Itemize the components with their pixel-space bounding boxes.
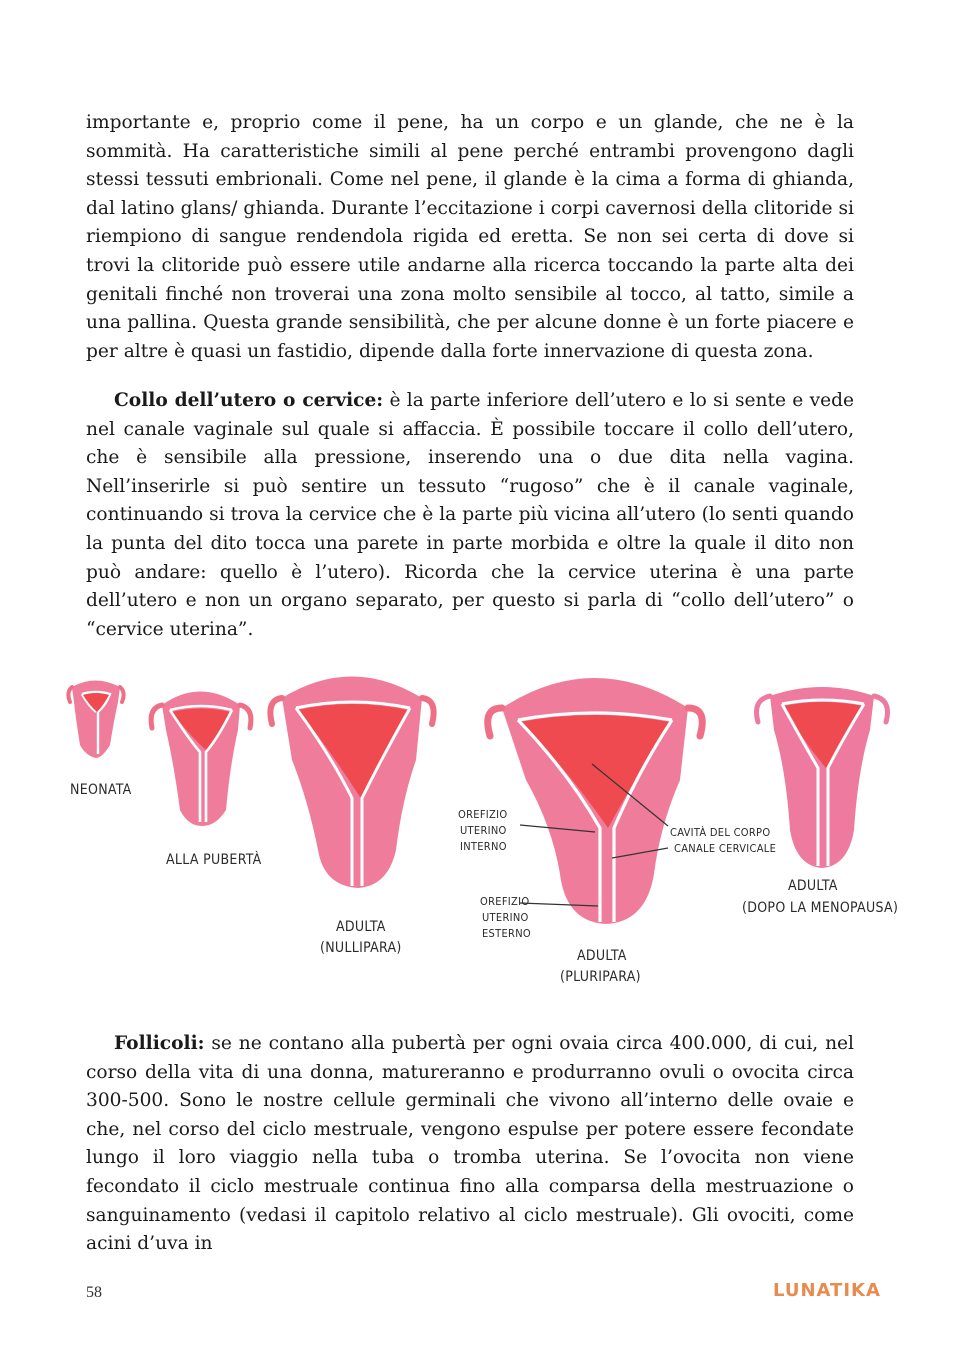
label-puberta: ALLA PUBERTÀ: [166, 852, 262, 868]
label-neonata: NEONATA: [70, 782, 132, 798]
label-pluripara-line2: (PLURIPARA): [560, 969, 641, 985]
label-orefizio-interno-line2: UTERINO: [460, 824, 507, 837]
paragraph-text: importante e, proprio come il pene, ha un corpo e un glande, che ne è la sommità. Ha caratteristiche simili al pene perché entrambi provengono dagli stessi tessuti embrionali. Come nel pene, il glande è la cima a forma di ghianda, dal latino glans/ ghianda. Durante l’eccitazione i corpi cavernosi della clitoride si riempiono di sangue rendendola rigida ed eretta. Se non sei certa di dove si trovi la clitoride può essere utile andarne alla ricerca toccando la parte alta dei genitali finché non troverai una zona molto sensibile al tocco, al tatto, simile a una pallina. Questa grande sensibilità, che per alcune donne è un forte piacere e per altre è quasi un fastidio, dipende dalla forte innervazione di questa zona.: [86, 112, 854, 362]
label-nullipara-line1: ADULTA: [336, 919, 386, 935]
paragraph-text: se ne contano alla pubertà per ogni ovaia circa 400.000, di cui, nel corso della vita di una donna, matureranno e produrranno ovuli o ovocita circa 300-500. Sono le nostre cellule germinali che vivono all’interno delle ovaie e che, nel corso del ciclo mestruale, vengono espulse per potere essere fecondate lungo il loro viaggio nella tuba o tromba uterina. Se l’ovocita non viene fecondato il ciclo mestruale continua fino alla comparsa della mestruazione o sanguinamento (vedasi il capitolo relativo al ciclo mestruale). Gli ovociti, come acini d’uva in: [86, 1033, 854, 1255]
label-orefizio-esterno-line1: OREFIZIO: [480, 895, 530, 908]
label-nullipara-line2: (NULLIPARA): [320, 940, 402, 956]
uterus-menopausa: [757, 687, 888, 868]
paragraph-follicoli: [86, 1030, 854, 1259]
label-canale-cervicale: CANALE CERVICALE: [674, 842, 777, 855]
label-orefizio-esterno-line3: ESTERNO: [482, 927, 531, 940]
paragraph-clitoride: [86, 109, 854, 366]
label-orefizio-esterno-line2: UTERINO: [482, 911, 529, 924]
label-pluripara-line1: ADULTA: [577, 948, 627, 964]
label-menopausa-line1: ADULTA: [788, 878, 838, 894]
uterus-pluripara: [488, 678, 703, 924]
uterus-nullipara: [270, 677, 433, 889]
paragraph-text: è la parte inferiore dell’utero e lo si sente e vede nel canale vaginale sul quale si affaccia. È possibile toccare il collo dell’utero, che è sensibile alla pressione, inserendo una o due dita nella vagina. Nell’inserirle si può sentire un tessuto “rugoso” che è il canale vaginale, continuando si trova la cervice che è la parte più vicina all’utero (lo senti quando la punta del dito tocca una parete in parte morbida e oltre la quale il dito non può andare: quello è l’utero). Ricorda che la cervice uterina è una parte dell’utero e non un organo separato, per questo si parla di “collo dell’utero” o “cervice uterina”.: [86, 390, 854, 640]
label-orefizio-interno-line1: OREFIZIO: [458, 808, 508, 821]
label-cavita-corpo: CAVITÀ DEL CORPO: [670, 826, 771, 839]
uterus-puberta: [151, 692, 251, 827]
uterus-neonata: [68, 681, 123, 759]
page-number: 58: [86, 1284, 102, 1301]
uterus-illustration: [40, 650, 924, 1010]
brand-logo: LUNATIKA: [773, 1280, 881, 1301]
label-orefizio-interno-line3: INTERNO: [460, 840, 507, 853]
paragraph-cervice: [86, 387, 854, 644]
label-menopausa-line2: (DOPO LA MENOPAUSA): [742, 900, 899, 916]
term-follicoli: Follicoli:: [114, 1033, 205, 1054]
term-cervice: Collo dell’utero o cervice:: [114, 390, 384, 411]
